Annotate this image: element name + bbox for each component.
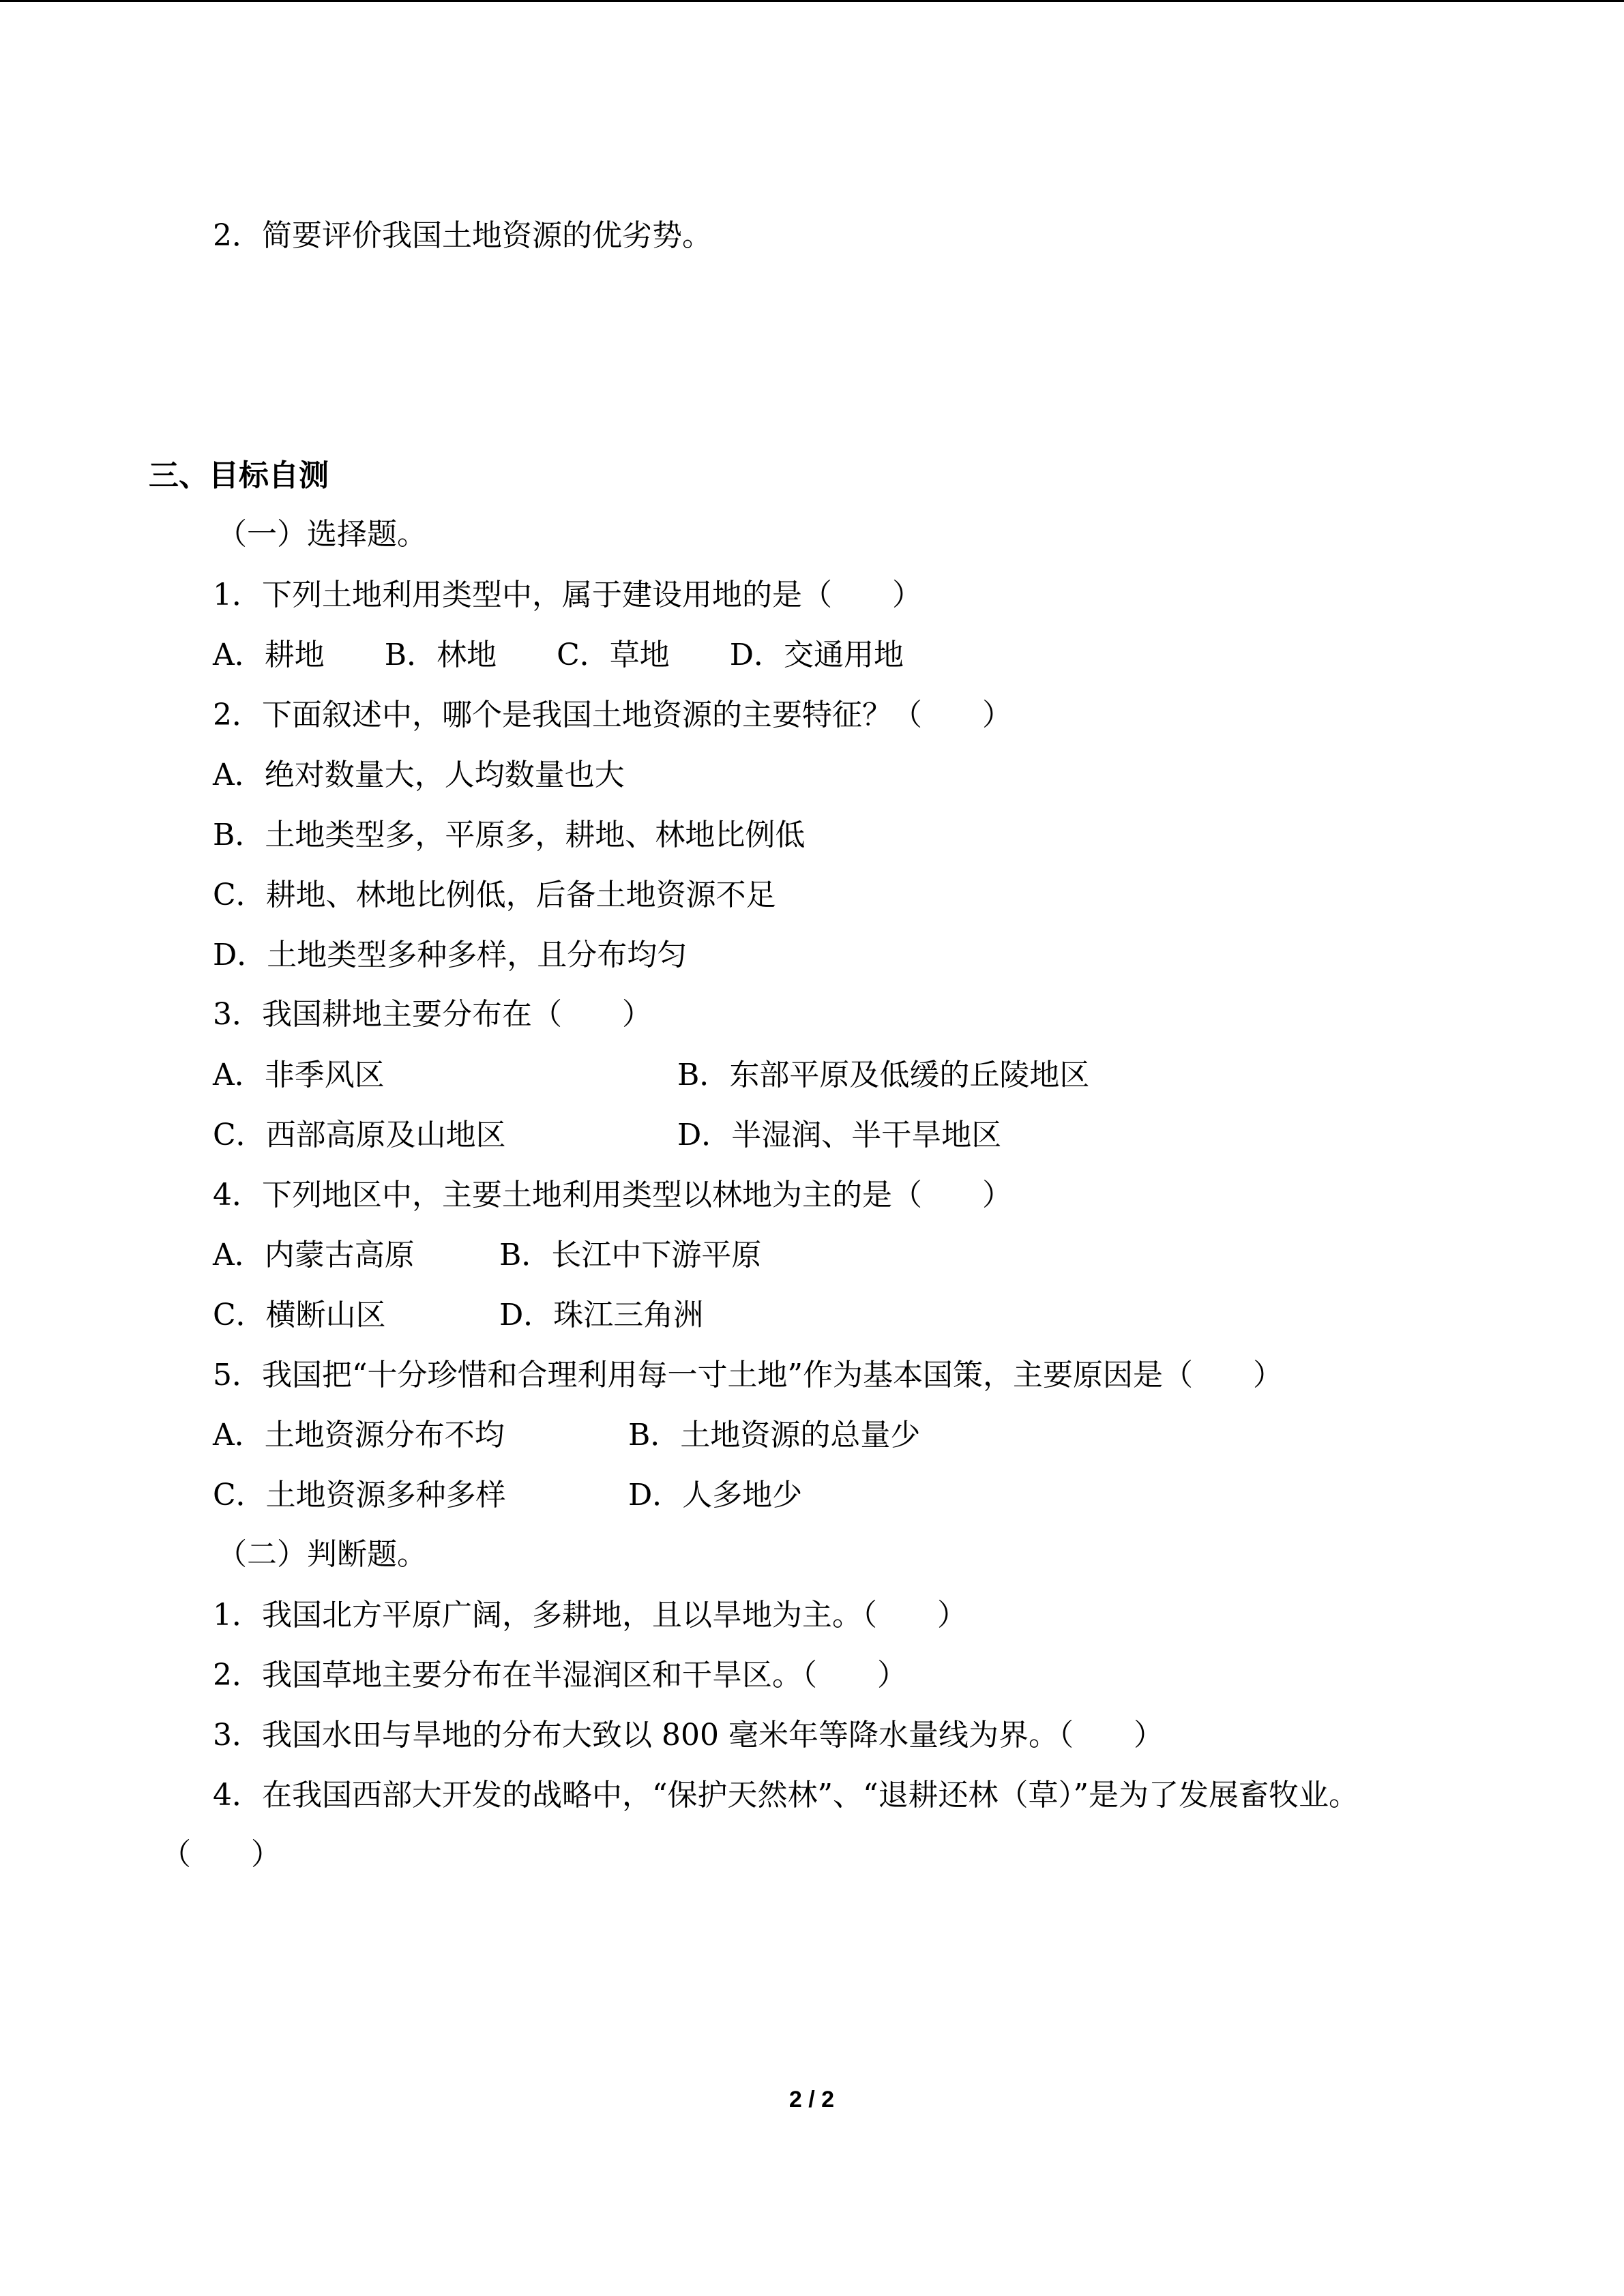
mc-q4-option-c: C．横断山区 — [213, 1298, 386, 1332]
mc-q2-option-a: A．绝对数量大，人均数量也大 — [213, 758, 625, 792]
mc-q5-option-b: B．土地资源的总量少 — [628, 1418, 921, 1452]
mc-q5-stem: 5．我国把“十分珍惜和合理利用每一寸土地”作为基本国策，主要原因是（ ） — [213, 1358, 1283, 1392]
section-heading: 三、目标自测 — [149, 458, 329, 493]
mc-q4-option-b: B．长江中下游平原 — [499, 1238, 762, 1272]
mc-q1-options: A．耕地 B．林地 C．草地 D．交通用地 — [213, 638, 904, 672]
tf-q3: 3．我国水田与旱地的分布大致以 800 毫米年等降水量线为界。（ ） — [213, 1718, 1164, 1753]
tf-q4: 4．在我国西部大开发的战略中，“保护天然林”、“退耕还林（草）”是为了发展畜牧业。 — [213, 1778, 1359, 1813]
mc-q5-option-d: D．人多地少 — [628, 1478, 803, 1512]
page-number: 2 / 2 — [788, 2087, 835, 2113]
part2-title: （二）判断题。 — [217, 1537, 427, 1572]
mc-q3-stem: 3．我国耕地主要分布在（ ） — [213, 997, 652, 1032]
tf-q4-answer-blank: （ ） — [161, 1837, 281, 1872]
mc-q4-option-d: D．珠江三角洲 — [499, 1298, 704, 1332]
mc-q2-stem: 2．下面叙述中，哪个是我国土地资源的主要特征？（ ） — [213, 698, 1012, 732]
mc-q5-option-c: C．土地资源多种多样 — [213, 1478, 506, 1512]
mc-q2-option-c: C．耕地、林地比例低，后备土地资源不足 — [213, 878, 776, 912]
mc-q3-option-d: D．半湿润、半干旱地区 — [677, 1118, 1002, 1152]
part1-title: （一）选择题。 — [217, 517, 427, 552]
mc-q4-stem: 4．下列地区中，主要土地利用类型以林地为主的是（ ） — [213, 1178, 1012, 1212]
mc-q4-option-a: A．内蒙古高原 — [213, 1238, 415, 1272]
top-border-line — [0, 0, 1624, 2]
mc-q3-option-c: C．西部高原及山地区 — [213, 1118, 506, 1152]
mc-q5-option-a: A．土地资源分布不均 — [213, 1418, 505, 1452]
mc-q1-stem: 1．下列土地利用类型中，属于建设用地的是（ ） — [213, 578, 922, 612]
mc-q2-option-d: D．土地类型多种多样，且分布均匀 — [213, 938, 688, 972]
mc-q3-option-a: A．非季风区 — [213, 1058, 385, 1092]
question-prev-2: 2．简要评价我国土地资源的优劣势。 — [213, 218, 712, 253]
tf-q1: 1．我国北方平原广阔，多耕地，且以旱地为主。（ ） — [213, 1598, 967, 1632]
tf-q2: 2．我国草地主要分布在半湿润区和干旱区。（ ） — [213, 1658, 907, 1693]
mc-q2-option-b: B．土地类型多，平原多，耕地、林地比例低 — [213, 818, 806, 852]
mc-q3-option-b: B．东部平原及低缓的丘陵地区 — [677, 1058, 1090, 1092]
